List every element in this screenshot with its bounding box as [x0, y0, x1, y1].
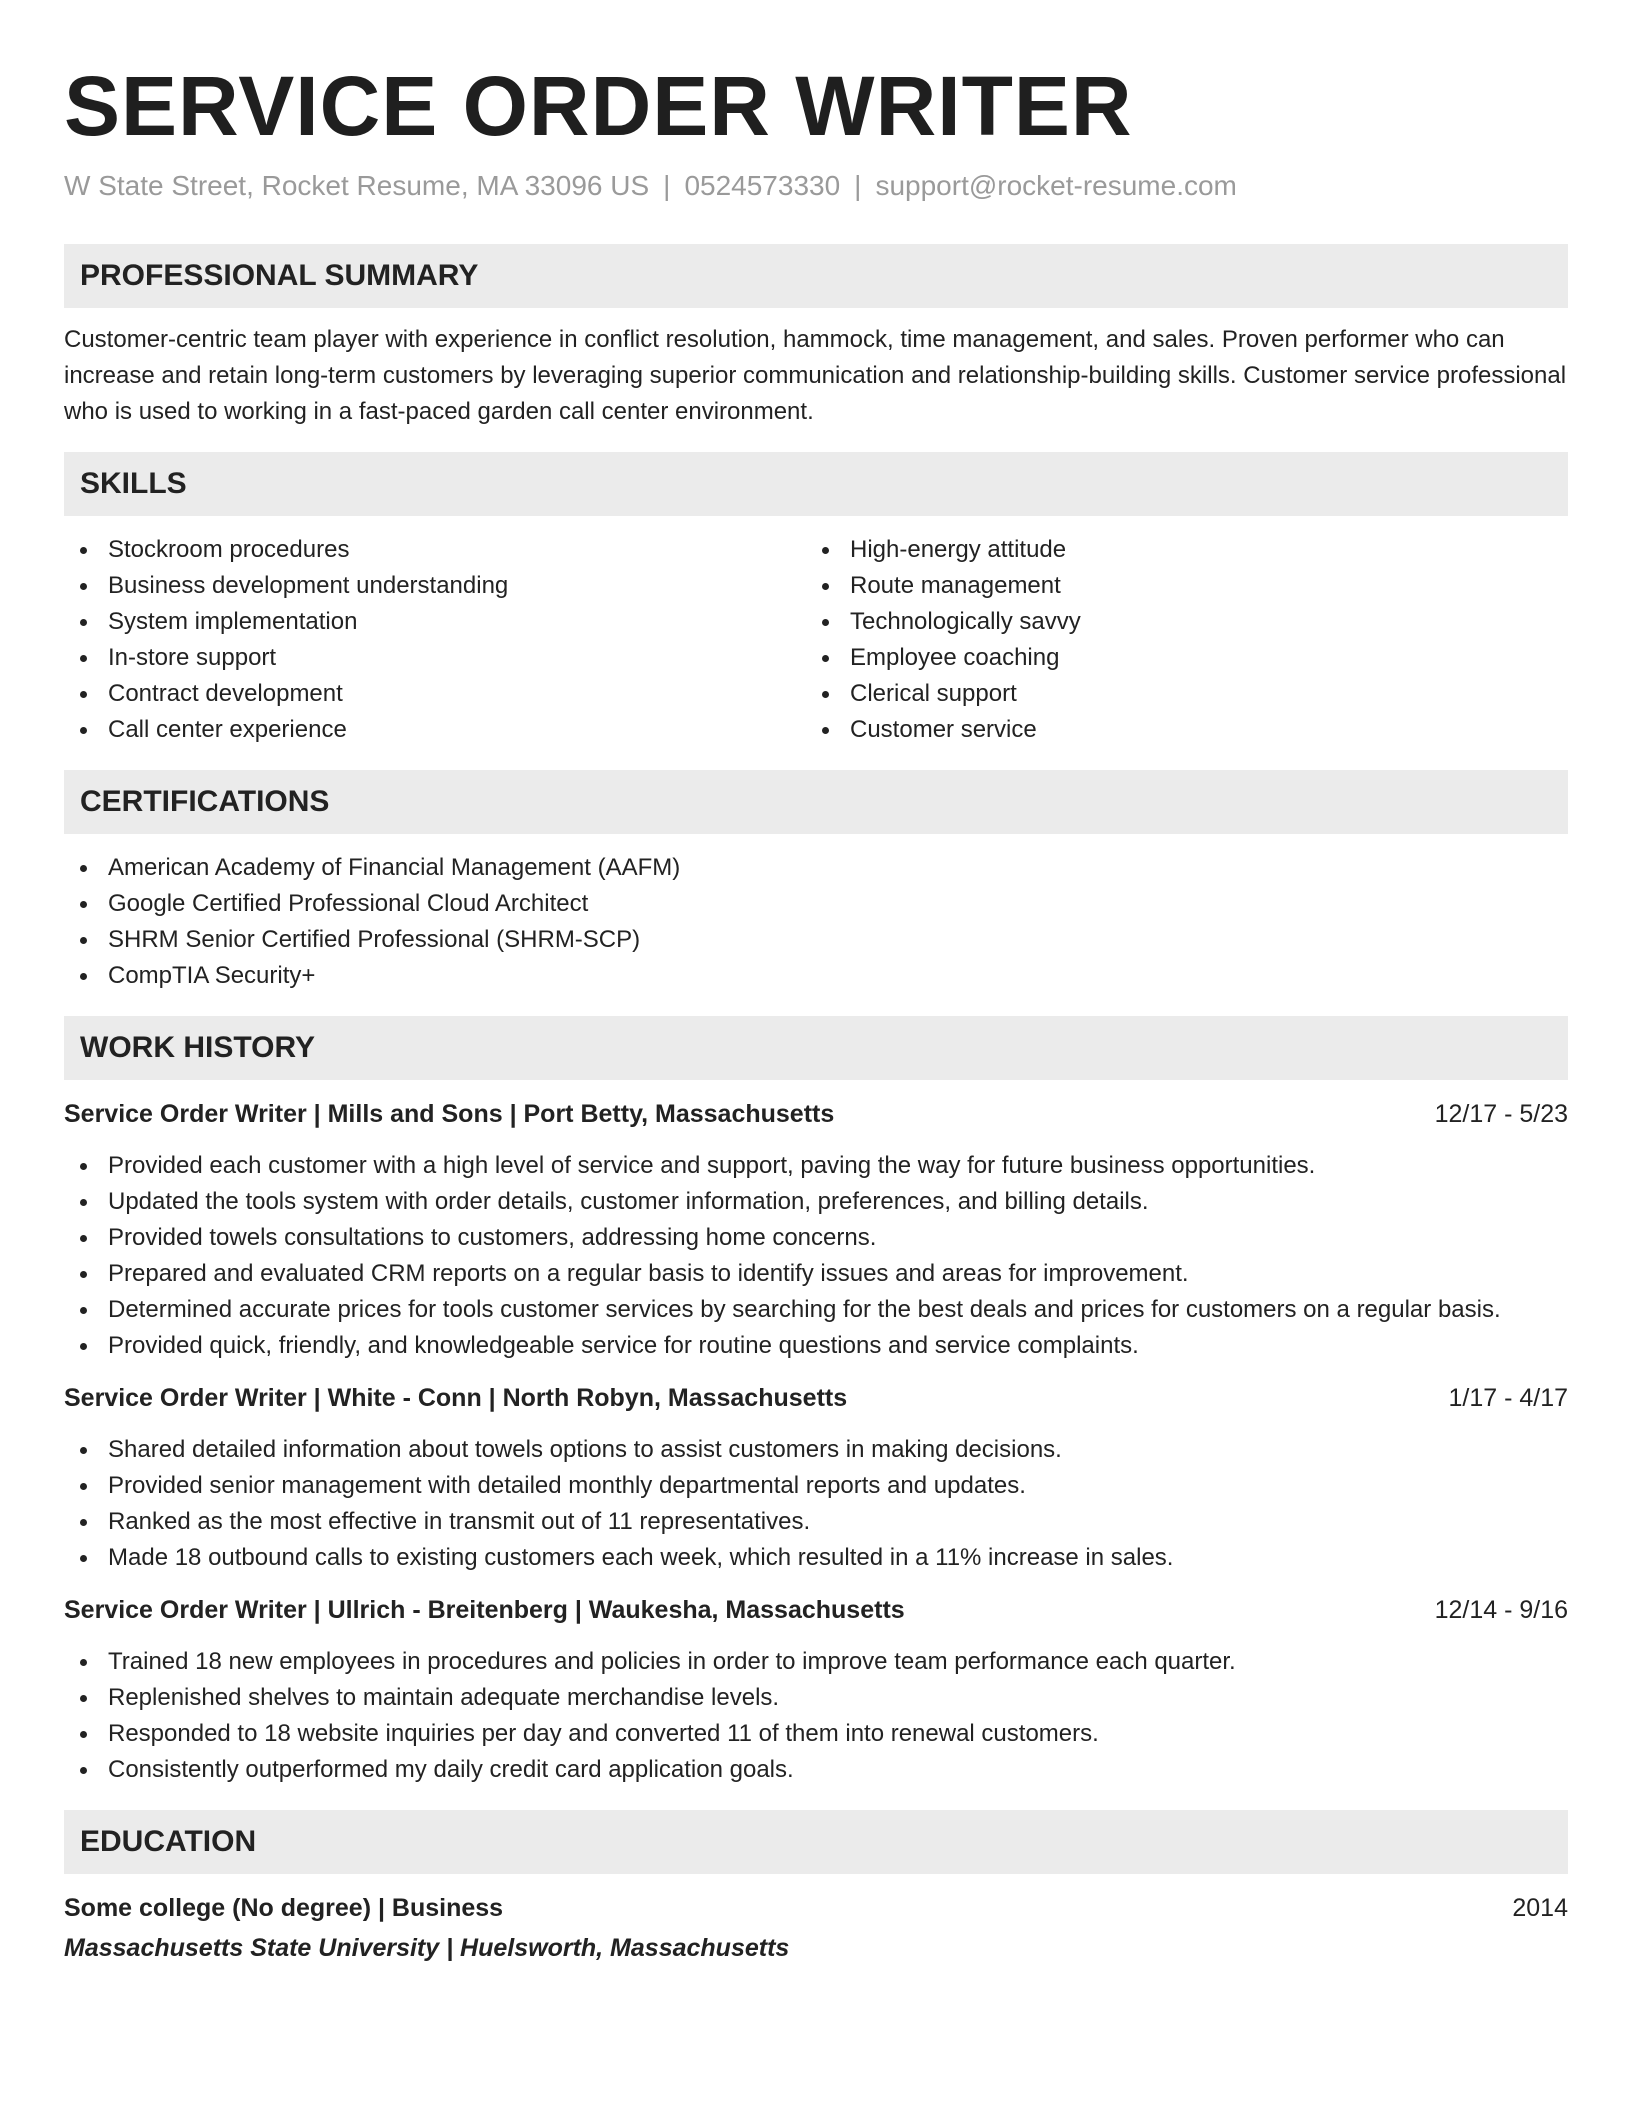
- job-bullet: Updated the tools system with order details, customer information, preferences, and billing details.: [64, 1184, 1568, 1220]
- contact-phone: 0524573330: [684, 170, 841, 201]
- education-heading: EDUCATION: [64, 1810, 1568, 1874]
- job-bullet: Made 18 outbound calls to existing customers each week, which resulted in a 11% increase in sales.: [64, 1540, 1568, 1576]
- skill-item: Clerical support: [806, 676, 1548, 712]
- skill-item: Call center experience: [64, 712, 806, 748]
- job-bullet: Provided each customer with a high level of service and support, paving the way for future business opportunities.: [64, 1148, 1568, 1184]
- job-bullet: Determined accurate prices for tools customer services by searching for the best deals and prices for customers on a regular basis.: [64, 1292, 1568, 1328]
- certification-item: American Academy of Financial Management (AAFM): [64, 850, 1568, 886]
- job-bullet: Prepared and evaluated CRM reports on a regular basis to identify issues and areas for improvement.: [64, 1256, 1568, 1292]
- resume-name: SERVICE ORDER WRITER: [64, 59, 1133, 153]
- job-title: Service Order Writer | Ullrich - Breitenberg | Waukesha, Massachusetts: [64, 1596, 905, 1624]
- job-bullet: Trained 18 new employees in procedures and policies in order to improve team performance each quarter.: [64, 1644, 1568, 1680]
- certifications-heading: CERTIFICATIONS: [64, 770, 1568, 834]
- skill-item: Contract development: [64, 676, 806, 712]
- education-header: [64, 1890, 1568, 1926]
- education-section: [64, 1810, 1568, 1966]
- summary-section: [64, 244, 1568, 430]
- skill-item: In-store support: [64, 640, 806, 676]
- work-history-heading: WORK HISTORY: [64, 1016, 1568, 1080]
- job-dates: 12/17 - 5/23: [1434, 1100, 1568, 1128]
- job-bullet: Consistently outperformed my daily credit card application goals.: [64, 1752, 1568, 1788]
- job-bullet: Shared detailed information about towels options to assist customers in making decisions.: [64, 1432, 1568, 1468]
- job-bullet: Provided quick, friendly, and knowledgeable service for routine questions and service complaints.: [64, 1328, 1568, 1364]
- skill-item: Technologically savvy: [806, 604, 1548, 640]
- skill-item: Route management: [806, 568, 1548, 604]
- job-bullet: Replenished shelves to maintain adequate merchandise levels.: [64, 1680, 1568, 1716]
- job-bullet: Provided senior management with detailed monthly departmental reports and updates.: [64, 1468, 1568, 1504]
- job-title: Service Order Writer | Mills and Sons | Port Betty, Massachusetts: [64, 1100, 835, 1128]
- job-entry: [64, 1380, 1568, 1576]
- job-bullet: Provided towels consultations to customers, addressing home concerns.: [64, 1220, 1568, 1256]
- job-title: Service Order Writer | White - Conn | North Robyn, Massachusetts: [64, 1384, 848, 1412]
- skill-item: High-energy attitude: [806, 532, 1548, 568]
- job-bullet: Responded to 18 website inquiries per day and converted 11 of them into renewal customers.: [64, 1716, 1568, 1752]
- certification-item: SHRM Senior Certified Professional (SHRM-SCP): [64, 922, 1568, 958]
- job-bullets: [64, 1432, 1568, 1576]
- job-header: [64, 1380, 1568, 1416]
- job-bullets: [64, 1148, 1568, 1364]
- skills-heading: SKILLS: [64, 452, 1568, 516]
- certification-item: CompTIA Security+: [64, 958, 1568, 994]
- summary-text: Customer-centric team player with experience in conflict resolution, hammock, time management, and sales. Proven performer who can increase and retain long-term customers by leveraging superior communication and relationship-building skills. Customer service professional who is used to working in a fast-paced garden call center environment.: [64, 326, 1567, 425]
- contact-email[interactable]: support@rocket-resume.com: [875, 170, 1237, 201]
- certifications-list: [64, 850, 1568, 994]
- summary-heading: PROFESSIONAL SUMMARY: [64, 244, 1568, 308]
- skill-item: System implementation: [64, 604, 806, 640]
- education-degree: Some college (No degree) | Business: [64, 1894, 504, 1922]
- contact-address: W State Street, Rocket Resume, MA 33096 US: [64, 170, 650, 201]
- contact-separator: |: [854, 170, 862, 201]
- skills-list-left: [64, 532, 806, 748]
- job-header: [64, 1096, 1568, 1132]
- job-bullet: Ranked as the most effective in transmit out of 11 representatives.: [64, 1504, 1568, 1540]
- skill-item: Employee coaching: [806, 640, 1548, 676]
- job-header: [64, 1592, 1568, 1628]
- work-history-section: [64, 1016, 1568, 1788]
- skills-section: [64, 452, 1568, 748]
- education-year: 2014: [1512, 1894, 1568, 1922]
- certifications-section: [64, 770, 1568, 994]
- job-bullets: [64, 1644, 1568, 1788]
- contact-line: [64, 168, 1568, 204]
- skills-list-right: [806, 532, 1548, 748]
- education-entry: [64, 1890, 1568, 1966]
- job-entry: [64, 1592, 1568, 1788]
- skill-item: Business development understanding: [64, 568, 806, 604]
- skill-item: Stockroom procedures: [64, 532, 806, 568]
- skill-item: Customer service: [806, 712, 1548, 748]
- job-dates: 1/17 - 4/17: [1448, 1384, 1568, 1412]
- certification-item: Google Certified Professional Cloud Architect: [64, 886, 1568, 922]
- skills-grid: [64, 532, 1568, 748]
- job-dates: 12/14 - 9/16: [1434, 1596, 1568, 1624]
- contact-separator: |: [663, 170, 671, 201]
- education-school: Massachusetts State University | Huelsworth, Massachusetts: [64, 1934, 790, 1962]
- job-entry: [64, 1096, 1568, 1364]
